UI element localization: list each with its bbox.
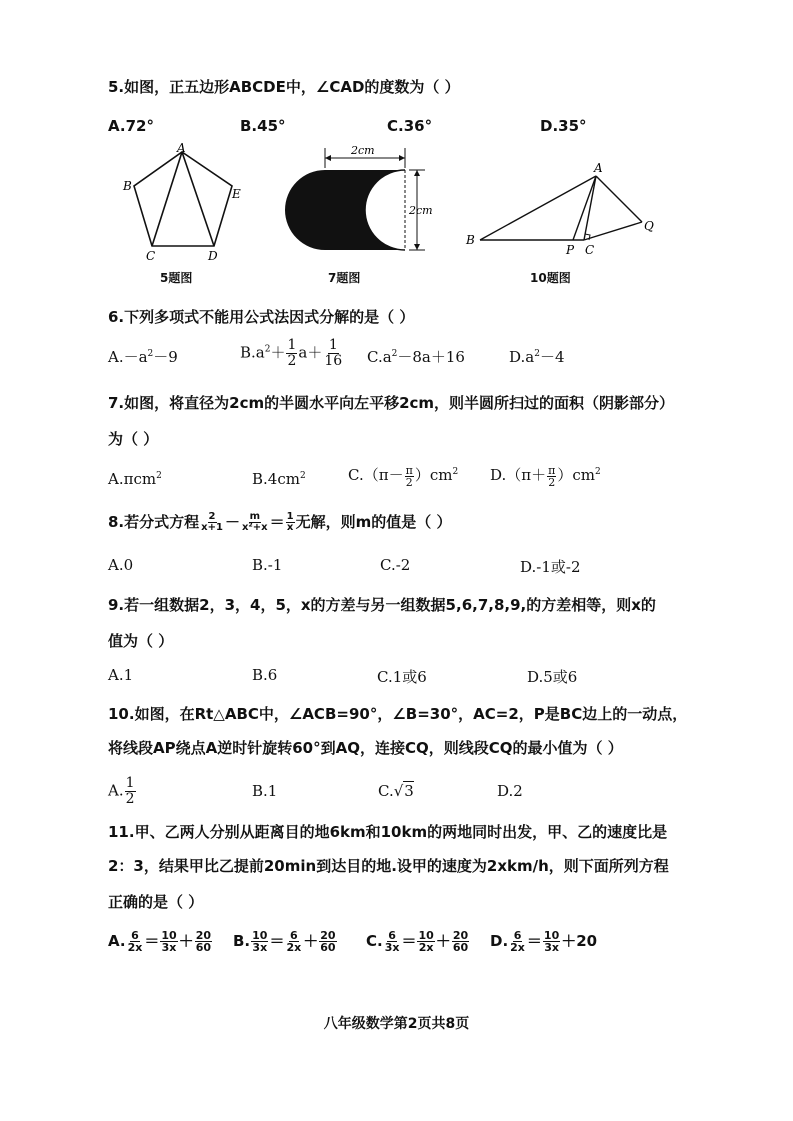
q9-stem-line1: 9.若一组数据2，3，4，5，x的方差与另一组数据5,6,7,8,9,的方差相等，则x的 (108, 596, 656, 614)
q10-option-d: D.2 (497, 782, 523, 800)
q5-option-b: B.45° (240, 117, 286, 135)
dim-top-label: 2cm (351, 144, 375, 157)
q9-option-b: B.6 (252, 666, 278, 684)
label-c: C (146, 249, 156, 263)
q8-option-a: A.0 (108, 556, 134, 574)
figure-10-triangle (460, 158, 660, 263)
page-footer: 八年级数学第2页共8页 (323, 1016, 470, 1032)
q9-option-c: C.1或6 (377, 668, 427, 686)
label-e: E (232, 187, 241, 201)
q6-option-a: $A.-a^2-9$ (108, 348, 178, 366)
q6-stem: 6.下列多项式不能用公式法因式分解的是（ ） (108, 308, 415, 326)
label-a: A (177, 141, 186, 155)
q6-option-c: $C.a^2-8a+16$ (367, 348, 465, 366)
q8-option-c: C.-2 (380, 556, 411, 574)
q7-option-d: D.（π＋ $\frac{\pi}{2}$ ）$cm^2$ (490, 463, 601, 489)
figure-7-semicircle (285, 140, 445, 265)
figure-5-pentagon (120, 140, 250, 280)
dim-right-label: 2cm (409, 204, 433, 217)
q10-option-c: C.√3 (378, 782, 414, 800)
q11-stem-line2: 2：3，结果甲比乙提前20min到达目的地.设甲的速度为2xkm/h，则下面所列方程 (108, 857, 669, 875)
label-p: P (566, 243, 575, 257)
figure-7-caption: 7题图 (328, 271, 361, 285)
q6-option-d: $D.a^2-4$ (509, 348, 565, 366)
q7-stem-line1: 7.如图，将直径为2cm的半圆水平向左平移2cm，则半圆所扫过的面积（阴影部分） (108, 394, 675, 412)
q6-option-b: $B.a^2+$ $\frac{1}{2}$ a＋ $\frac{1}{16}$ (240, 337, 343, 369)
q10-option-a: A. $\frac{1}{2}$ (108, 775, 135, 807)
shaded-region (285, 170, 405, 250)
arrow-right-icon (399, 155, 405, 161)
q7-option-c: C.（π－ $\frac{\pi}{2}$ ）$cm^2$ (348, 463, 459, 489)
label-d: D (208, 249, 218, 263)
arrow-up-icon (414, 170, 420, 176)
q9-option-a: A.1 (108, 666, 134, 684)
q8-stem: 8.若分式方程 $\frac{2}{x+1}$ － $\frac{m}{\text{x²+x}}$ ＝ $\frac{1}{x}$ 无解，则m的值是（ ） (108, 511, 452, 533)
segment-ab (480, 176, 596, 240)
q11-option-c: C. $\frac{6}{3x}$ ＝ $\frac{10}{2x}$ ＋ $\frac{20}{60}$ (366, 929, 469, 954)
segment-ac (584, 176, 596, 240)
label-b: B (466, 233, 475, 247)
q11-option-a: A. $\frac{6}{2x}$ ＝ $\frac{10}{3x}$ ＋ $\frac{20}{60}$ (108, 929, 211, 954)
q10-stem-line2: 将线段AP绕点A逆时针旋转60°到AQ，连接CQ，则线段CQ的最小值为（ ） (108, 739, 623, 757)
q9-stem-line2: 值为（ ） (108, 632, 174, 650)
segment-cq (584, 222, 642, 240)
pentagon-shape (134, 152, 232, 246)
q8-option-d: D.-1或-2 (520, 558, 581, 576)
figure-5-caption: 5题图 (160, 271, 193, 285)
q7-option-a: A.πcm$^2$ (108, 470, 162, 488)
arrow-left-icon (325, 155, 331, 161)
segment-ac (152, 152, 182, 246)
q9-option-d: D.5或6 (527, 668, 578, 686)
q5-stem: 5.如图，正五边形ABCDE中，∠CAD的度数为（ ） (108, 78, 460, 96)
figure-10-caption: 10题图 (530, 271, 571, 285)
arrow-down-icon (414, 244, 420, 250)
q7-option-b: $B.4cm^2$ (252, 470, 306, 488)
q10-stem-line1: 10.如图，在Rt△ABC中，∠ACB=90°，∠B=30°，AC=2，P是BC边上的一动点， (108, 705, 688, 723)
label-c: C (585, 243, 595, 257)
segment-ap (573, 176, 596, 240)
segment-aq (596, 176, 642, 222)
q5-option-c: C.36° (387, 117, 433, 135)
q11-stem-line1: 11.甲、乙两人分别从距离目的地6km和10km的两地同时出发，甲、乙的速度比是 (108, 823, 668, 841)
label-q: Q (644, 219, 654, 233)
q5-option-a: A.72° (108, 117, 154, 135)
q11-stem-line3: 正确的是（ ） (108, 893, 204, 911)
label-a: A (594, 161, 603, 175)
q8-option-b: B.-1 (252, 556, 283, 574)
q5-option-d: D.35° (540, 117, 587, 135)
label-b: B (123, 179, 132, 193)
q10-option-b: B.1 (252, 782, 278, 800)
q11-option-b: B. $\frac{10}{3x}$ ＝ $\frac{6}{2x}$ ＋ $\frac{20}{60}$ (233, 929, 336, 954)
segment-ad (182, 152, 214, 246)
q11-option-d: D. $\frac{6}{2x}$ ＝ $\frac{10}{3x}$ ＋20 (490, 929, 598, 954)
q7-stem-line2: 为（ ） (108, 430, 159, 448)
